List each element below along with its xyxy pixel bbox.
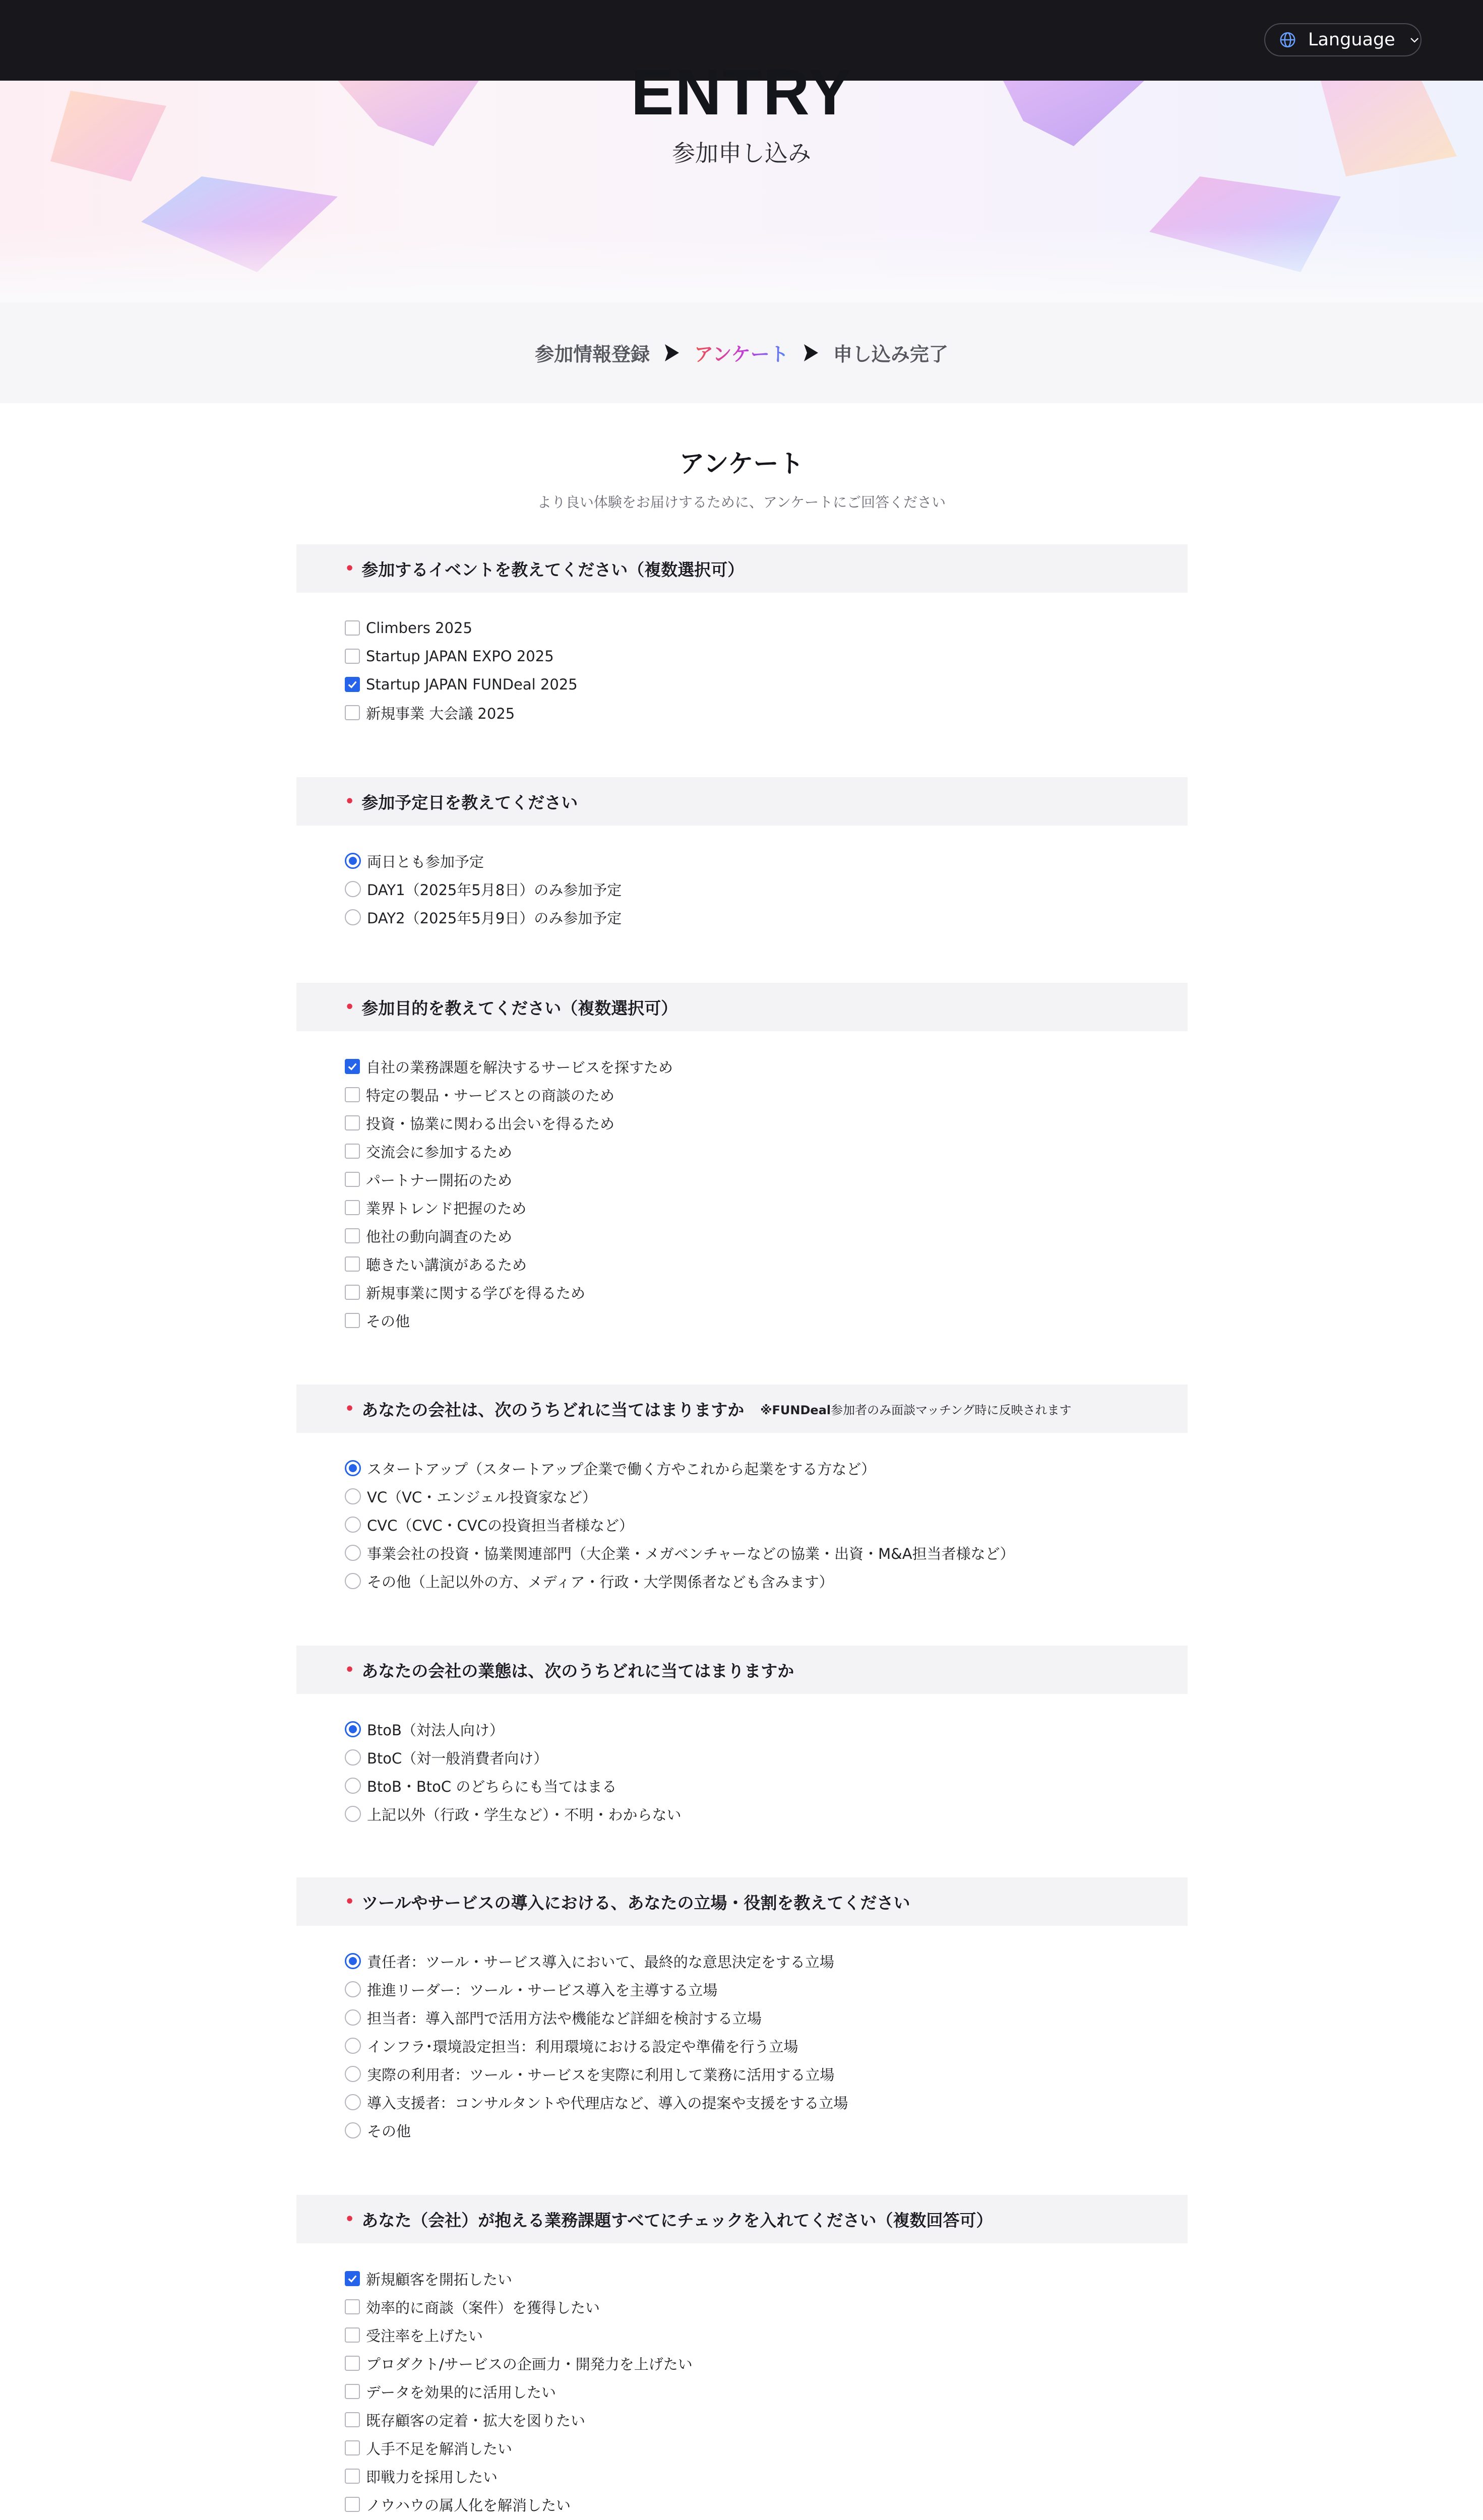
checkbox-option[interactable] [345,614,1188,642]
radio-unselected[interactable] [345,1545,361,1561]
radio-option[interactable] [345,1510,1188,1539]
checkbox-option[interactable] [345,2349,1188,2377]
radio-option[interactable] [345,1975,1188,2003]
option-label: Startup JAPAN FUNDeal 2025 [366,676,578,693]
question-header [296,1877,1188,1926]
question-events [296,544,1188,727]
question-title: 参加予定日を教えてください [361,792,578,812]
radio-option[interactable] [345,2003,1188,2032]
option-label: 新規顧客を開拓したい [366,2271,513,2288]
radio-option[interactable] [345,875,1188,903]
radio-unselected[interactable] [345,1778,361,1794]
option-label: その他 [367,2122,411,2140]
check-icon [347,2273,358,2284]
required-marker: • [345,559,355,578]
checkbox-unchecked[interactable] [345,2497,360,2512]
radio-option[interactable] [345,1539,1188,1567]
radio-option[interactable] [345,2088,1188,2116]
option-label: VC（VC・エンジェル投資家など） [367,1488,597,1506]
question-business-model [296,1646,1188,1828]
option-label: DAY2（2025年5月9日）のみ参加予定 [367,909,622,927]
radio-option[interactable] [345,1454,1188,1482]
radio-unselected[interactable] [345,2122,361,2138]
question-header [296,983,1188,1031]
checkbox-unchecked[interactable] [345,649,360,664]
checkbox-option[interactable] [345,1052,1188,1081]
checkbox-unchecked[interactable] [345,1313,360,1328]
option-label: 即戦力を採用したい [366,2468,498,2486]
option-label: 責任者：ツール・サービス導入において、最終的な意思決定をする立場 [367,1953,834,1971]
option-label: 導入支援者：コンサルタントや代理店など、導入の提案や支援をする立場 [367,2094,848,2112]
radio-unselected[interactable] [345,881,361,897]
radio-unselected[interactable] [345,2009,361,2026]
question-header [296,777,1188,826]
option-label: 両日とも参加予定 [367,853,484,870]
checkbox-option[interactable] [345,1306,1188,1335]
question-title: あなたの会社の業態は、次のうちどれに当てはまりますか [361,1661,794,1681]
question-issues [296,2195,1188,2520]
option-label: BtoC（対一般消費者向け） [367,1749,548,1767]
question-header [296,1384,1188,1433]
checkbox-option[interactable] [345,642,1188,670]
checkbox-unchecked[interactable] [345,705,360,720]
option-label: スタートアップ（スタートアップ企業で働く方やこれから起業をする方など） [367,1460,876,1478]
radio-option[interactable] [345,1743,1188,1772]
checkbox-group [296,2243,1188,2520]
checkbox-unchecked[interactable] [345,2327,360,2343]
radio-unselected[interactable] [345,1981,361,1997]
checkbox-unchecked[interactable] [345,620,360,636]
option-label: 新規事業に関する学びを得るため [366,1284,586,1302]
language-label: Language [1308,30,1395,50]
option-label: インフラ･環境設定担当：利用環境における設定や準備を行う立場 [367,2038,798,2055]
radio-option[interactable] [345,1482,1188,1510]
question-attend-day [296,777,1188,931]
checkbox-option[interactable] [345,1250,1188,1278]
option-label: 受注率を上げたい [366,2327,483,2345]
option-label: Startup JAPAN EXPO 2025 [366,648,554,665]
checkbox-checked[interactable] [345,2271,360,2286]
option-label: BtoB（対法人向け） [367,1721,504,1739]
option-label: 自社の業務課題を解決するサービスを探すため [366,1058,673,1076]
checkbox-unchecked[interactable] [345,1115,360,1130]
question-title: 参加目的を教えてください（複数選択可） [361,998,678,1018]
option-label: 実際の利用者：ツール・サービスを実際に利用して業務に活用する立場 [367,2066,835,2084]
checkbox-option[interactable] [345,2293,1188,2321]
question-header [296,544,1188,593]
checkbox-option[interactable] [345,1193,1188,1222]
option-label: 交流会に参加するため [366,1143,513,1161]
radio-group [296,1433,1188,1595]
radio-unselected[interactable] [345,2066,361,2082]
question-header [296,1646,1188,1694]
option-label: プロダクト/サービスの企画力・開発力を上げたい [366,2355,693,2373]
survey-lead: より良い体験をお届けするために、アンケートにご回答ください [537,494,946,511]
option-label: 推進リーダー：ツール・サービス導入を主導する立場 [367,1981,718,1999]
radio-group [296,1926,1188,2145]
checkbox-unchecked[interactable] [345,1172,360,1187]
radio-unselected[interactable] [345,1517,361,1533]
checkbox-option[interactable] [345,699,1188,727]
option-label: 上記以外（行政・学生など）・不明・わからない [367,1806,682,1823]
radio-option[interactable] [345,1947,1188,1975]
checkbox-option[interactable] [345,2321,1188,2349]
radio-selected[interactable] [345,1460,361,1476]
option-label: 既存顧客の定着・拡大を図りたい [366,2412,586,2429]
radio-option[interactable] [345,903,1188,931]
question-note [760,1400,1071,1418]
checkbox-checked[interactable] [345,1059,360,1074]
question-note-bold: ※FUNDeal [760,1403,831,1417]
checkbox-unchecked[interactable] [345,1087,360,1102]
question-title: 参加するイベントを教えてください（複数選択可） [361,559,745,580]
checkbox-unchecked[interactable] [345,1200,360,1215]
step-entry-info: 参加情報登録 [535,343,650,365]
check-icon [347,679,358,690]
option-label: 人手不足を解消したい [366,2440,513,2458]
option-label: 新規事業 大会議 2025 [366,705,515,722]
radio-unselected[interactable] [345,909,361,925]
question-role [296,1877,1188,2145]
radio-selected[interactable] [345,853,361,869]
radio-unselected[interactable] [345,1573,361,1589]
checkbox-unchecked[interactable] [345,2469,360,2484]
option-label: CVC（CVC・CVCの投資担当者様など） [367,1517,634,1534]
checkbox-option[interactable] [345,2377,1188,2406]
question-company-type [296,1384,1188,1595]
step-arrow-icon [804,344,818,361]
language-selector[interactable] [1264,23,1422,56]
page-subtitle: 参加申し込み [672,140,811,167]
checkbox-unchecked[interactable] [345,2440,360,2455]
radio-option[interactable] [345,1567,1188,1595]
option-label: 特定の製品・サービスとの商談のため [366,1087,615,1104]
option-label: DAY1（2025年5月8日）のみ参加予定 [367,881,622,899]
globe-icon [1279,30,1296,49]
radio-selected[interactable] [345,1721,361,1737]
option-label: 投資・協業に関わる出会いを得るため [366,1115,615,1132]
question-purpose [296,983,1188,1335]
radio-option[interactable] [345,1715,1188,1743]
radio-option[interactable] [345,2060,1188,2088]
checkbox-unchecked[interactable] [345,2384,360,2399]
checkbox-option[interactable] [345,2434,1188,2462]
checkbox-unchecked[interactable] [345,2412,360,2427]
option-label: ノウハウの属人化を解消したい [366,2496,571,2514]
checkbox-unchecked[interactable] [345,1285,360,1300]
checkbox-option[interactable] [345,1109,1188,1137]
question-title: ツールやサービスの導入における、あなたの立場・役割を教えてください [361,1893,910,1913]
required-marker: • [345,1400,355,1418]
option-label: 効率的に商談（案件）を獲得したい [366,2299,600,2316]
required-marker: • [345,998,355,1016]
chevron-down-icon [1408,33,1420,47]
required-marker: • [345,2210,355,2228]
option-label: 業界トレンド把握のため [366,1200,527,1217]
question-header [296,2195,1188,2243]
option-label: 事業会社の投資・協業関連部門（大企業・メガベンチャーなどの協業・出資・M&A担当者様など） [367,1545,1015,1562]
radio-unselected[interactable] [345,1749,361,1766]
step-arrow-icon [665,344,679,361]
checkbox-option[interactable] [345,2264,1188,2293]
checkbox-unchecked[interactable] [345,1256,360,1272]
option-label: Climbers 2025 [366,619,472,637]
radio-unselected[interactable] [345,1806,361,1822]
option-label: その他 [366,1312,410,1330]
question-title: あなた（会社）が抱える業務課題すべてにチェックを入れてください（複数回答可） [361,2210,993,2230]
option-label: 他社の動向調査のため [366,1228,513,1245]
radio-selected[interactable] [345,1953,361,1969]
check-icon [347,1061,358,1072]
option-label: その他（上記以外の方、メディア・行政・大学関係者なども含みます） [367,1573,834,1591]
option-label: パートナー開拓のため [366,1171,513,1189]
radio-group [296,1694,1188,1828]
checkbox-group [296,593,1188,727]
checkbox-unchecked[interactable] [345,1228,360,1243]
required-marker: • [345,1661,355,1679]
progress-steps [0,339,1483,366]
radio-unselected[interactable] [345,1488,361,1504]
checkbox-checked[interactable] [345,677,360,692]
checkbox-option[interactable] [345,2462,1188,2490]
checkbox-option[interactable] [345,1278,1188,1306]
checkbox-unchecked[interactable] [345,2356,360,2371]
checkbox-option[interactable] [345,1137,1188,1165]
page-title: ENTRY [631,56,852,129]
required-marker: • [345,1893,355,1911]
checkbox-group [296,1031,1188,1335]
checkbox-option[interactable] [345,1222,1188,1250]
radio-unselected[interactable] [345,2094,361,2110]
option-label: データを効果的に活用したい [366,2383,557,2401]
checkbox-option[interactable] [345,2490,1188,2518]
checkbox-option[interactable] [345,1165,1188,1193]
radio-option[interactable] [345,2032,1188,2060]
option-label: 担当者：導入部門で活用方法や機能など詳細を検討する立場 [367,2009,762,2027]
checkbox-option[interactable] [345,670,1188,699]
required-marker: • [345,792,355,810]
checkbox-option[interactable] [345,2406,1188,2434]
option-label: 聴きたい講演があるため [366,1256,527,1274]
radio-option[interactable] [345,847,1188,875]
checkbox-option[interactable] [345,1081,1188,1109]
question-title: あなたの会社は、次のうちどれに当てはまりますか [361,1400,745,1420]
radio-option[interactable] [345,2116,1188,2145]
radio-group [296,826,1188,931]
checkbox-unchecked[interactable] [345,2299,360,2314]
radio-option[interactable] [345,1800,1188,1828]
checkbox-unchecked[interactable] [345,1144,360,1159]
radio-option[interactable] [345,1772,1188,1800]
step-survey: アンケート [694,339,789,366]
survey-title: アンケート [679,449,804,478]
option-label: BtoB・BtoC のどちらにも当てはまる [367,1778,617,1795]
step-complete: 申し込み完了 [833,343,948,365]
question-note-text: 参加者のみ面談マッチング時に反映されます [831,1403,1072,1417]
radio-unselected[interactable] [345,2038,361,2054]
